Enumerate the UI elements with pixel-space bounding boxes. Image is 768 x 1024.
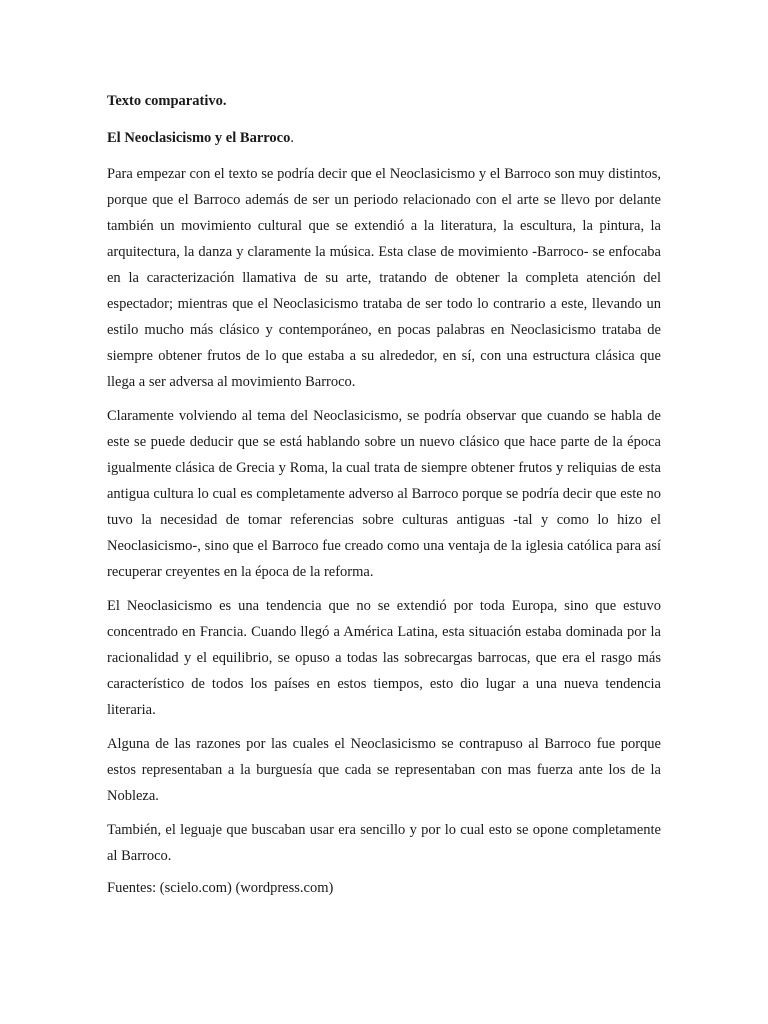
paragraph-2: Claramente volviendo al tema del Neoclasicismo, se podría observar que cuando se habla de este se puede deducir que se está hablando sobre un nuevo clásico que hace parte de la época igualmente clásica de Grecia y Roma, la cual trata de siempre obtener frutos y reliquias de esta antigua cultura lo cual es completamente adverso al Barroco porque se podría decir que este no tuvo la necesidad de tomar referencias sobre culturas antiguas -tal y como lo hizo el Neoclasicismo-, sino que el Barroco fue creado como una ventaja de la iglesia católica para así recuperar creyentes en la época de la reforma. xyxy=(107,408,661,580)
subtitle-text: El Neoclasicismo y el Barroco xyxy=(107,130,291,146)
paragraph-3: El Neoclasicismo es una tendencia que no se extendió por toda Europa, sino que estuvo concentrado en Francia. Cuando llegó a América Latina, esta situación estaba dominada por la racionalidad y el equilibrio, se opuso a todas las sobrecargas barrocas, que era el rasgo más característico de todos los países en estos tiempos, esto dio lugar a una nueva tendencia literaria. xyxy=(107,598,661,718)
paragraph-4: Alguna de las razones por las cuales el Neoclasicismo se contrapuso al Barroco fue porque estos representaban a la burguesía que cada se representaban con mas fuerza ante los de la Nobleza. xyxy=(107,736,661,804)
document-title: Texto comparativo. xyxy=(107,93,227,109)
sources-line: Fuentes: (scielo.com) (wordpress.com) xyxy=(107,880,334,896)
document-subtitle xyxy=(107,127,661,149)
paragraph-5: También, el leguaje que buscaban usar era sencillo y por lo cual esto se opone completamente al Barroco. xyxy=(107,822,661,864)
subtitle-period: . xyxy=(290,130,294,146)
document-body xyxy=(107,90,661,899)
paragraph-1: Para empezar con el texto se podría decir que el Neoclasicismo y el Barroco son muy distintos, porque que el Barroco además de ser un periodo relacionado con el arte se llevo por delante también un movimiento cultural que se extendió a la literatura, la escultura, la pintura, la arquitectura, la danza y claramente la música. Esta clase de movimiento -Barroco- se enfocaba en la caracterización llamativa de su arte, tratando de obtener la completa atención del espectador; mientras que el Neoclasicismo trataba de ser todo lo contrario a este, llevando un estilo mucho más clásico y contemporáneo, en pocas palabras en Neoclasicismo trataba de siempre obtener frutos de lo que estaba a su alrededor, en sí, con una estructura clásica que llega a ser adversa al movimiento Barroco. xyxy=(107,166,661,390)
